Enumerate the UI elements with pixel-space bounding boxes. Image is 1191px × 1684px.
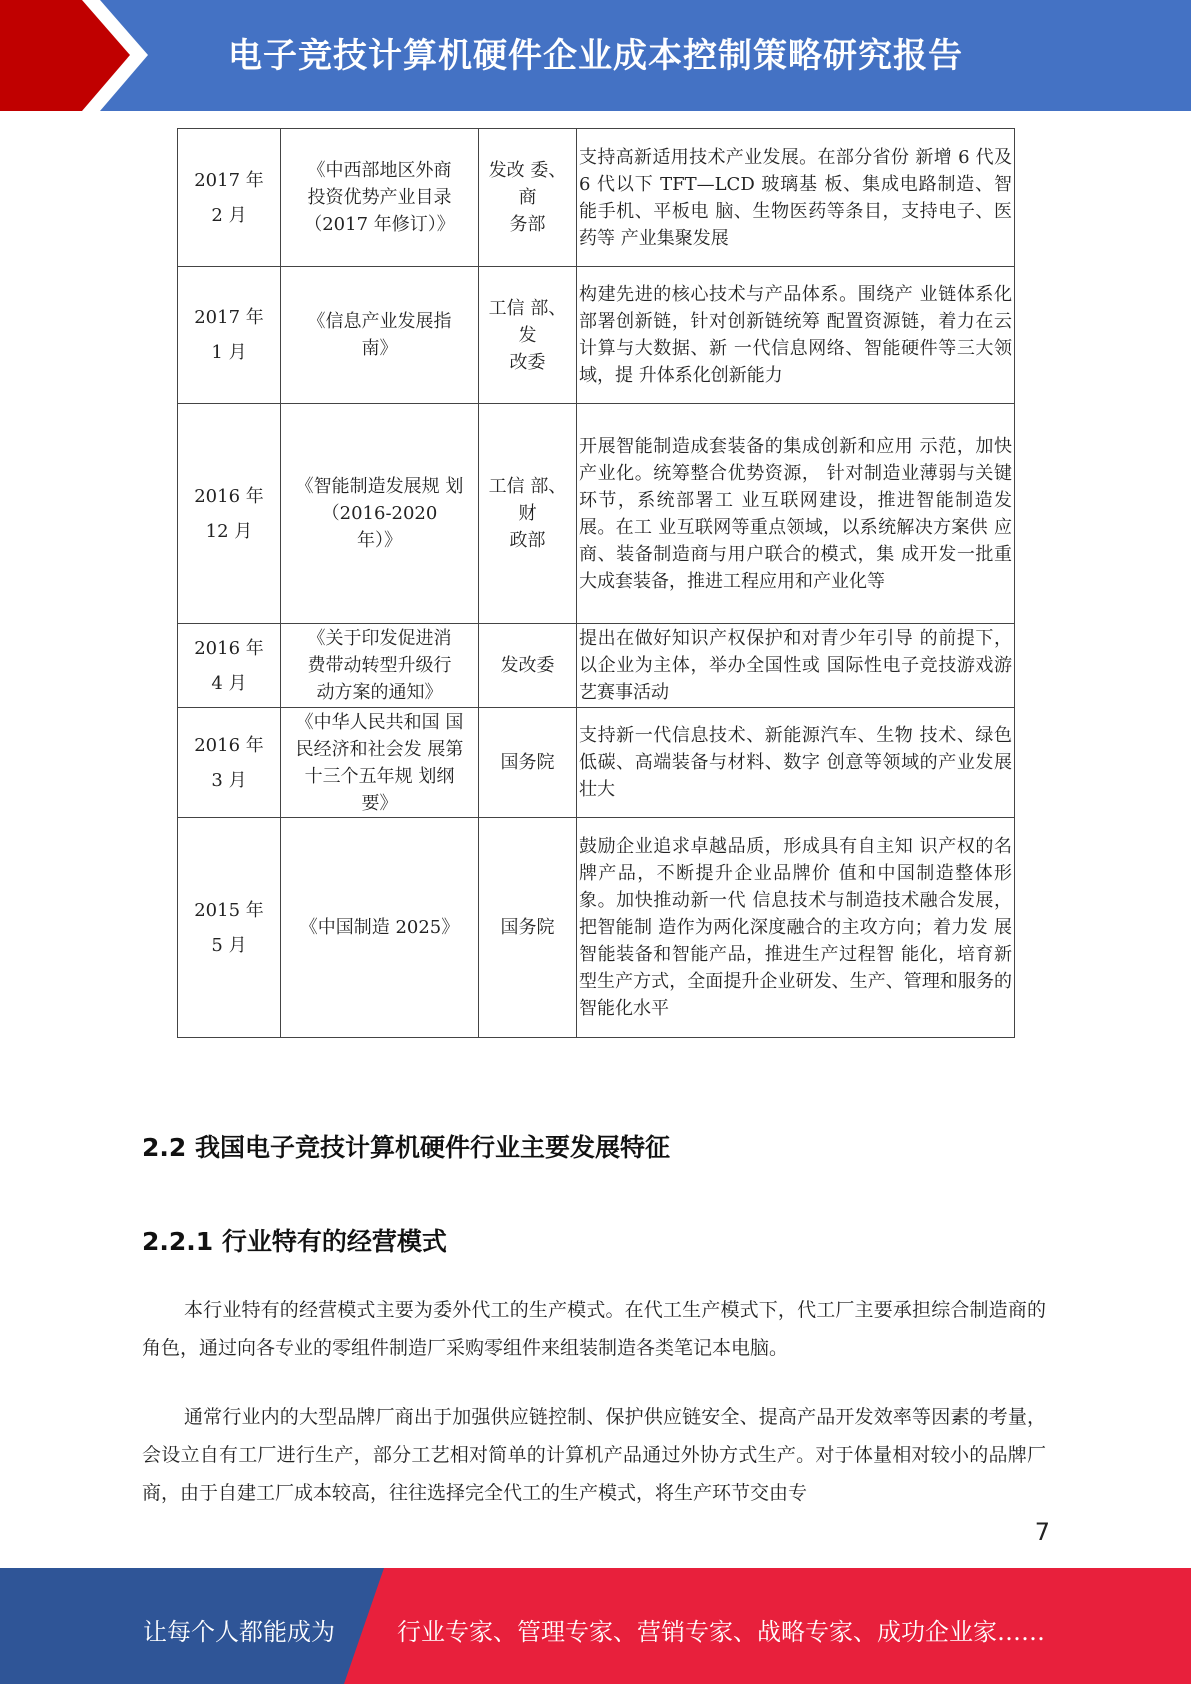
policy-department xyxy=(479,708,577,818)
policy-document xyxy=(281,404,479,624)
policy-document xyxy=(281,708,479,818)
document-line: 《中国制造 2025》 xyxy=(299,917,460,938)
document-line: 民经济和社会发 展第 xyxy=(295,738,464,760)
date-year: 2017 年 xyxy=(194,169,264,191)
table-row xyxy=(178,267,1015,404)
department-line: 发改 委、 xyxy=(488,160,567,181)
department-line: 国务院 xyxy=(500,752,555,773)
policy-date xyxy=(178,624,281,708)
table-row xyxy=(178,404,1015,624)
body-paragraph: 本行业特有的经营模式主要为委外代工的生产模式。在代工生产模式下，代工厂主要承担综合制造商的角色，通过向各专业的零组件制造厂采购零组件来组装制造各类笔记本电脑。 xyxy=(142,1299,1046,1359)
department-line: 商 xyxy=(518,187,537,208)
policy-date xyxy=(178,267,281,404)
table-row xyxy=(178,624,1015,708)
date-year: 2017 年 xyxy=(194,307,264,328)
policy-department xyxy=(479,818,577,1038)
document-line: 《信息产业发展指 xyxy=(307,311,452,332)
document-line: 《中华人民共和国 国 xyxy=(295,711,464,733)
footer-slogan-right: 行业专家、管理专家、营销专家、战略专家、成功企业家…… xyxy=(397,1618,1045,1646)
department-line: 发 xyxy=(518,324,537,346)
date-year: 2016 年 xyxy=(194,485,264,507)
policy-document xyxy=(281,818,479,1038)
document-line: 年）》 xyxy=(357,530,402,551)
department-line: 工信 部、 xyxy=(488,297,567,319)
date-year: 2015 年 xyxy=(194,899,264,921)
policy-table xyxy=(177,128,1015,1038)
policy-content: 提出在做好知识产权保护和对青少年引导 的前提下，以企业为主体，举办全国性或 国际性电子竞技游戏游艺赛事活动 xyxy=(577,624,1015,708)
date-month: 5 月 xyxy=(211,934,247,956)
page-footer xyxy=(0,1568,1191,1684)
date-year: 2016 年 xyxy=(194,734,264,756)
policy-department xyxy=(479,624,577,708)
policy-department xyxy=(479,404,577,624)
department-line: 务部 xyxy=(509,214,546,235)
document-line: 《关于印发促进消 xyxy=(307,628,452,649)
policy-content: 支持高新适用技术产业发展。在部分省份 新增 6 代及 6 代以下 TFT—LCD 玻璃基 板、集成电路制造、智能手机、平板电 脑、生物医药等条目，支持电子、医药等 产业集聚发展 xyxy=(577,129,1015,267)
document-line: 动方案的通知》 xyxy=(316,682,443,703)
table-row xyxy=(178,818,1015,1038)
department-line: 发改委 xyxy=(500,655,555,676)
policy-department xyxy=(479,129,577,267)
policy-content: 构建先进的核心技术与产品体系。围绕产 业链体系化部署创新链，针对创新链统筹 配置资源链，着力在云计算与大数据、新 一代信息网络、智能硬件等三大领域，提 升体系化创新能力 xyxy=(577,267,1015,404)
department-line: 财 xyxy=(518,503,537,524)
document-line: 十三个五年规 划纲 xyxy=(304,765,455,787)
policy-date xyxy=(178,818,281,1038)
department-line: 国务院 xyxy=(500,917,555,938)
document-line: 费带动转型升级行 xyxy=(307,655,452,676)
policy-document xyxy=(281,624,479,708)
document-line: 南》 xyxy=(361,338,398,359)
policy-date xyxy=(178,404,281,624)
page-number: 7 xyxy=(1034,1518,1050,1546)
policy-date xyxy=(178,129,281,267)
policy-department xyxy=(479,267,577,404)
table-row xyxy=(178,129,1015,267)
document-line: （2016-2020 xyxy=(321,503,438,524)
date-month: 3 月 xyxy=(211,769,247,791)
document-line: 投资优势产业目录 xyxy=(307,187,452,208)
date-month: 4 月 xyxy=(211,672,247,694)
report-title: 电子竞技计算机硬件企业成本控制策略研究报告 xyxy=(228,36,963,76)
subsection-heading: 2.2.1 行业特有的经营模式 xyxy=(142,1227,447,1256)
page-header xyxy=(0,0,1191,111)
document-line: 要》 xyxy=(361,792,398,814)
body-paragraph: 通常行业内的大型品牌厂商出于加强供应链控制、保护供应链安全、提高产品开发效率等因素的考量，会设立自有工厂进行生产，部分工艺相对简单的计算机产品通过外协方式生产。对于体量相对较小的品牌厂商，由于自建工厂成本较高，往往选择完全代工的生产模式，将生产环节交由专 xyxy=(142,1406,1046,1504)
document-line: 《中西部地区外商 xyxy=(307,160,452,181)
department-line: 改委 xyxy=(509,351,546,373)
table-row xyxy=(178,708,1015,818)
policy-date xyxy=(178,708,281,818)
date-year: 2016 年 xyxy=(194,637,264,659)
footer-slogan-left: 让每个人都能成为 xyxy=(143,1618,335,1646)
section-heading: 2.2 我国电子竞技计算机硬件行业主要发展特征 xyxy=(142,1133,670,1162)
policy-document xyxy=(281,267,479,404)
policy-content: 支持新一代信息技术、新能源汽车、生物 技术、绿色低碳、高端装备与材料、数字 创意等领域的产业发展壮大 xyxy=(577,708,1015,818)
document-line: （2017 年修订）》 xyxy=(304,214,455,235)
date-month: 1 月 xyxy=(211,342,247,363)
policy-content: 鼓励企业追求卓越品质，形成具有自主知 识产权的名牌产品，不断提升企业品牌价 值和中国制造整体形象。加快推动新一代 信息技术与制造技术融合发展，把智能制 造作为两化深度融合的主攻方向；着力发 展智能装备和智能产品，推进生产过程智 能化，培育新型生产方式，全面提升企业研发、生产、管理和服务的智能化水平 xyxy=(577,818,1015,1038)
document-line: 《智能制造发展规 划 xyxy=(295,476,464,497)
department-line: 政部 xyxy=(509,530,546,551)
date-month: 2 月 xyxy=(211,204,247,226)
date-month: 12 月 xyxy=(205,520,253,542)
department-line: 工信 部、 xyxy=(488,476,567,497)
policy-content: 开展智能制造成套装备的集成创新和应用 示范，加快产业化。统筹整合优势资源， 针对制造业薄弱与关键环节，系统部署工 业互联网建设，推进智能制造发展。在工 业互联网等重点领域，以系统解决方案供 应商、装备制造商与用户联合的模式，集 成开发一批重大成套装备，推进工程应用和产业化等 xyxy=(577,404,1015,624)
policy-document xyxy=(281,129,479,267)
